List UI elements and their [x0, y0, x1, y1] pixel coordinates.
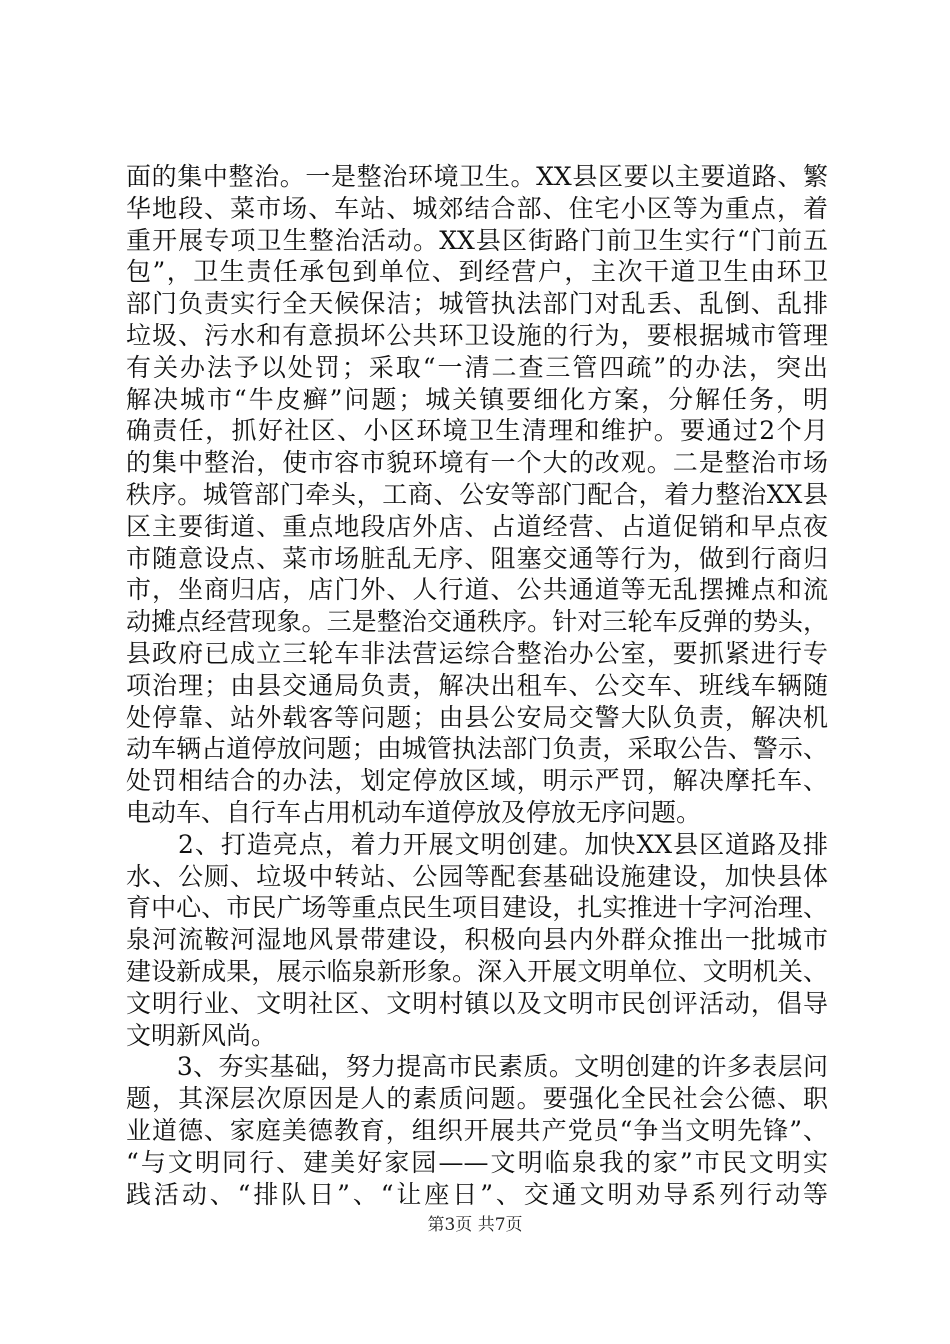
text-line: 育中心、市民广场等重点民生项目建设，扎实推进十字河治理、 [126, 893, 828, 923]
page-footer: 第3页 共7页 [427, 1215, 523, 1235]
text-line: 包”，卫生责任承包到单位、到经营户，主次干道卫生由环卫 [126, 257, 828, 287]
text-line: 确责任，抓好社区、小区环境卫生清理和维护。要通过2个月 [126, 416, 828, 446]
text-line: 市，坐商归店，店门外、人行道、公共通道等无乱摆摊点和流 [126, 575, 828, 605]
text-line: 题，其深层次原因是人的素质问题。要强化全民社会公德、职 [126, 1084, 828, 1114]
text-line: 践活动、“排队日”、“让座日”、交通文明劝导系列行动等 [126, 1179, 828, 1209]
text-line: “与文明同行、建美好家园——文明临泉我的家”市民文明实 [126, 1147, 828, 1177]
text-line: 泉河流鞍河湿地风景带建设，积极向县内外群众推出一批城市 [126, 925, 828, 955]
text-line: 面的集中整治。一是整治环境卫生。XX县区要以主要道路、繁 [126, 162, 828, 191]
text-line: 2、打造亮点，着力开展文明创建。加快XX县区道路及排 [126, 829, 828, 859]
text-line: 部门负责实行全天候保洁；城管执法部门对乱丢、乱倒、乱排 [126, 289, 828, 319]
text-line: 动车辆占道停放问题；由城管执法部门负责，采取公告、警示、 [126, 734, 828, 764]
text-line: 的集中整治，使市容市貌环境有一个大的改观。二是整治市场 [126, 448, 828, 478]
text-line: 文明行业、文明社区、文明村镇以及文明市民创评活动，倡导 [126, 988, 828, 1018]
text-line: 处停靠、站外载客等问题；由县公安局交警大队负责，解决机 [126, 702, 828, 732]
text-line: 重开展专项卫生整治活动。XX县区街路门前卫生实行“门前五 [126, 225, 828, 255]
text-line: 处罚相结合的办法，划定停放区域，明示严罚，解决摩托车、 [126, 766, 828, 796]
text-line: 市随意设点、菜市场脏乱无序、阻塞交通等行为，做到行商归 [126, 543, 828, 573]
text-line: 华地段、菜市场、车站、城郊结合部、住宅小区等为重点，着 [126, 193, 828, 223]
text-line: 3、夯实基础，努力提高市民素质。文明创建的许多表层问 [126, 1052, 828, 1082]
text-line: 解决城市“牛皮癣”问题；城关镇要细化方案，分解任务，明 [126, 384, 828, 414]
text-line: 区主要街道、重点地段店外店、占道经营、占道促销和早点夜 [126, 511, 828, 541]
text-line: 业道德、家庭美德教育，组织开展共产党员“争当文明先锋”、 [126, 1115, 828, 1145]
text-line: 垃圾、污水和有意损坏公共环卫设施的行为，要根据城市管理 [126, 320, 828, 350]
text-line: 水、公厕、垃圾中转站、公园等配套基础设施建设，加快县体 [126, 861, 828, 891]
document-body [126, 161, 828, 1210]
text-line: 县政府已成立三轮车非法营运综合整治办公室，要抓紧进行专 [126, 638, 828, 668]
text-line: 秩序。城管部门牵头，工商、公安等部门配合，着力整治XX县 [126, 479, 828, 509]
text-line: 文明新风尚。 [126, 1020, 277, 1050]
text-line: 动摊点经营现象。三是整治交通秩序。针对三轮车反弹的势头， [126, 607, 828, 637]
text-line: 项治理；由县交通局负责，解决出租车、公交车、班线车辆随 [126, 670, 828, 700]
text-line: 有关办法予以处罚；采取“一清二查三管四疏”的办法，突出 [126, 352, 828, 382]
text-line: 建设新成果，展示临泉新形象。深入开展文明单位、文明机关、 [126, 956, 828, 986]
text-line: 电动车、自行车占用机动车道停放及停放无序问题。 [126, 797, 702, 827]
